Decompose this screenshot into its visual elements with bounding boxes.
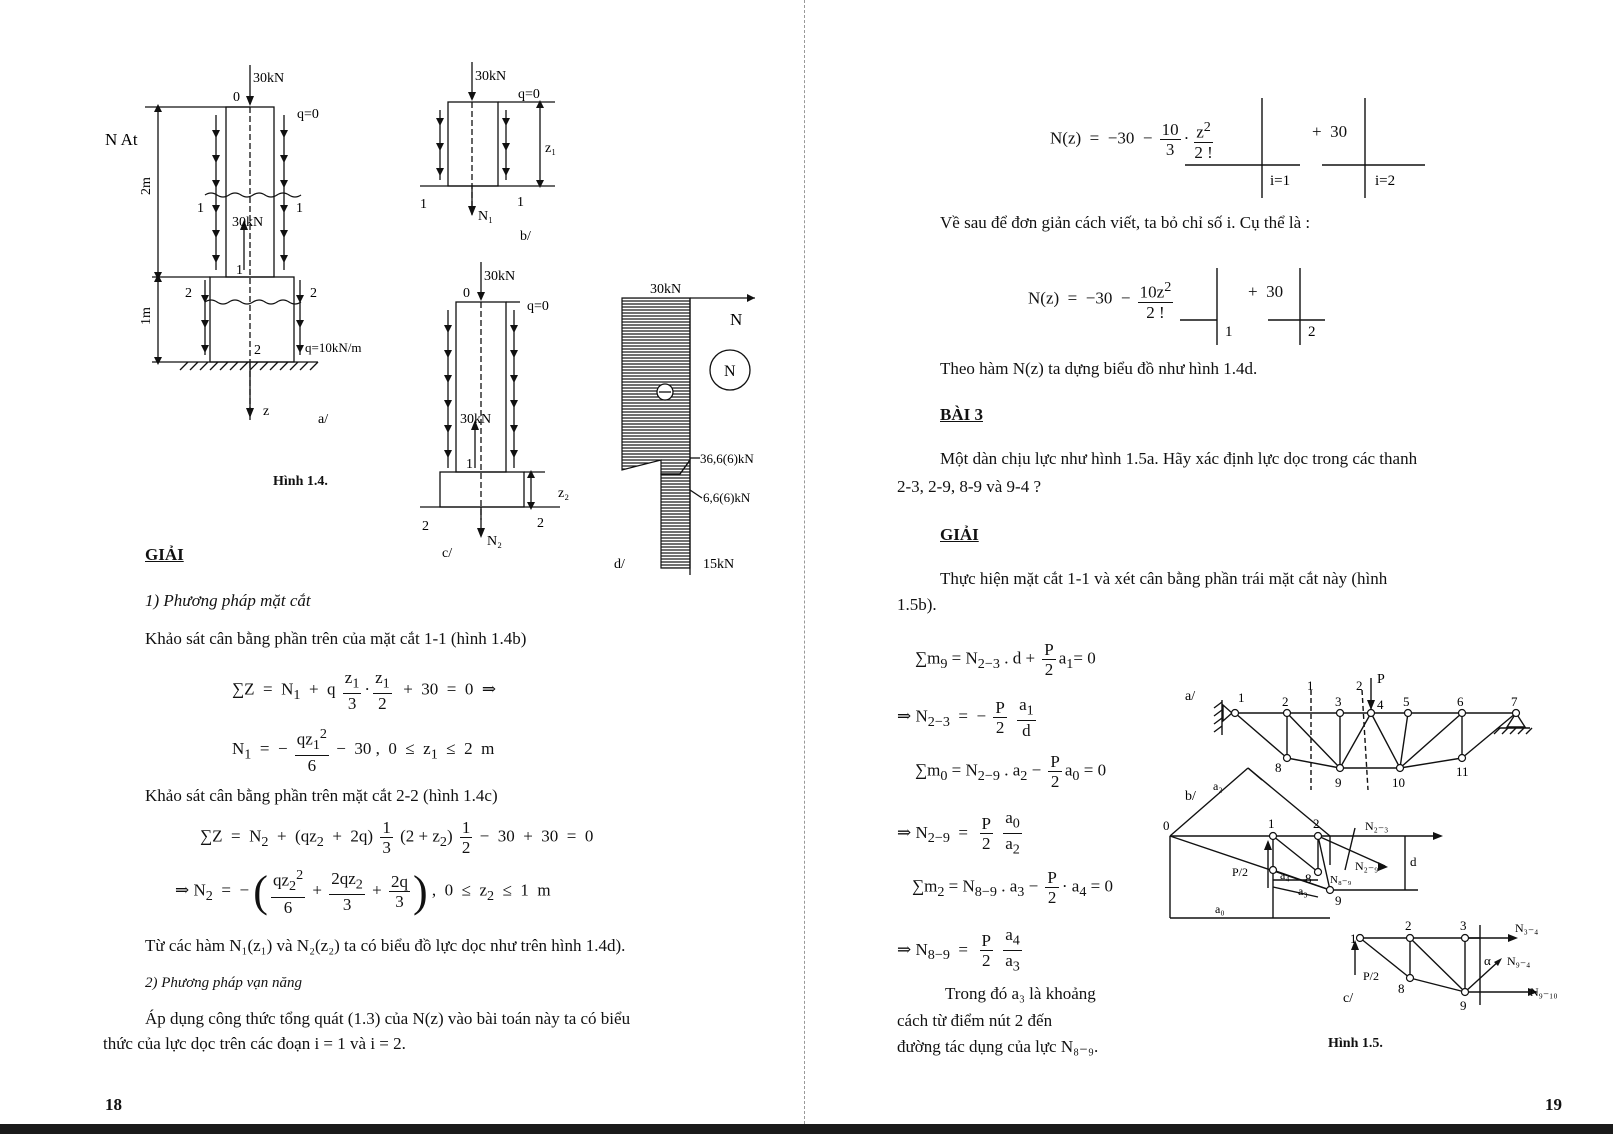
equation-n23: ⇒ $N_{2-3}$ = − $\frac{P}{2}$ $\frac{a_1}{d}$ <box>897 695 1034 741</box>
subfigure-tag: d/ <box>614 557 625 572</box>
index-label: 2 <box>1308 324 1316 340</box>
z-label: z₂ <box>558 486 570 501</box>
node-label: 8 <box>1305 871 1312 886</box>
node-label: 4 <box>1377 697 1384 712</box>
paragraph: Về sau để đơn giản cách viết, ta bỏ chỉ số i. Cụ thể là : <box>940 213 1311 232</box>
z-label: z₁ <box>545 141 557 156</box>
cut-label: 2 <box>537 516 544 531</box>
subfigure-tag: c/ <box>442 546 453 561</box>
dim-label: a₄ <box>1280 868 1290 882</box>
paragraph: thức của lực dọc trên các đoạn i = 1 và i = 2. <box>103 1034 406 1053</box>
equation-nz: N(z) = −30 − $\frac{10z^2}{2 !}$ <box>1028 279 1172 322</box>
paragraph: Một dàn chịu lực như hình 1.5a. Hãy xác định lực dọc trong các thanh <box>940 449 1418 468</box>
paragraph: 1.5b). <box>897 595 937 614</box>
equation-m2: $\sum m_2 = N_{8-9}$ . $a_3$ − $\frac{P}{2}$ · $a_4 = 0$ <box>912 868 1114 907</box>
cut-label: 1 <box>1307 678 1314 693</box>
section-label: 2 <box>310 286 317 301</box>
node-label: 3 <box>1335 694 1342 709</box>
section-heading: BÀI 3 <box>940 405 983 424</box>
equation-n29: ⇒ $N_{2-9}$ = $\frac{P}{2}$ $\frac{a_0}{a_2}$ <box>897 808 1020 858</box>
force-label: N₂ <box>487 534 502 549</box>
cut-label: 2 <box>1356 678 1363 693</box>
node-label: 8 <box>1398 981 1405 996</box>
force-label: P/2 <box>1232 865 1249 879</box>
node-label: 9 <box>1335 893 1342 908</box>
dim-label: d <box>1410 854 1417 869</box>
node-label: 6 <box>1457 694 1464 709</box>
section-heading: GIẢI <box>940 525 979 544</box>
figure-caption: Hình 1.4. <box>273 474 328 489</box>
force-label: 30kN <box>460 412 492 427</box>
dim-label: a₀ <box>1215 902 1225 916</box>
method-heading: 1) Phương pháp mặt cắt <box>145 591 311 610</box>
method-heading: 2) Phương pháp vạn năng <box>145 975 303 991</box>
axis-label: z <box>263 404 270 419</box>
value-label: 15kN <box>703 557 735 572</box>
cut-label: 2 <box>422 519 429 534</box>
section-label: 1 <box>296 201 303 216</box>
node-label: 5 <box>1403 694 1410 709</box>
node-label: 8 <box>1275 760 1282 775</box>
axial-label: N At <box>105 130 138 149</box>
load-label: 30kN <box>475 69 507 84</box>
node-label: 9 <box>1460 998 1467 1013</box>
node-label: 0 <box>463 286 470 301</box>
paragraph: đường tác dụng của lực N₈₋₉. <box>897 1037 1099 1056</box>
force-label: N₃₋₄ <box>1515 921 1539 935</box>
paragraph: Theo hàm N(z) ta dựng biểu đồ như hình 1.4d. <box>940 359 1258 378</box>
node-label: 1 <box>236 263 243 278</box>
node-label: 2 <box>1282 694 1289 709</box>
index-label: 1 <box>1225 324 1233 340</box>
force-label: P/2 <box>1363 969 1380 983</box>
paragraph: cách từ điểm nút 2 đến <box>897 1011 1053 1030</box>
paragraph: Áp dụng công thức tổng quát (1.3) của N(z) vào bài toán này ta có biểu <box>145 1009 631 1028</box>
figure-caption: Hình 1.5. <box>1328 1036 1383 1051</box>
index-label: i=1 <box>1270 173 1291 189</box>
axis-label: N <box>730 310 743 329</box>
equation-term: + 30 <box>1248 282 1284 301</box>
q-label: q=0 <box>527 299 549 314</box>
subfigure-tag: b/ <box>520 229 531 244</box>
subfigure-tag: b/ <box>1185 789 1196 804</box>
q-label: q=0 <box>518 87 540 102</box>
q-label: q=0 <box>297 107 319 122</box>
dim-label: a₃ <box>1298 884 1308 898</box>
page-number: 19 <box>1545 1095 1562 1114</box>
section-label: 1 <box>197 201 204 216</box>
force-label: N₁ <box>478 209 493 224</box>
node-label: 10 <box>1392 775 1405 790</box>
paragraph: Khảo sát cân bằng phần trên mặt cắt 2-2 (hình 1.4c) <box>145 786 498 805</box>
equation-m9: $\sum m_9 = N_{2-3}$ . d + $\frac{P}{2}$ $a_1= 0$ <box>915 640 1096 679</box>
force-label: N₂₋₉ <box>1355 859 1379 873</box>
paragraph: Trong đó a₃ là khoảng <box>945 984 1096 1003</box>
force-label: N₉₋₄ <box>1507 954 1531 968</box>
load-label: 30kN <box>484 269 516 284</box>
node-label: 7 <box>1511 694 1518 709</box>
node-label: 1 <box>1238 690 1245 705</box>
page-number: 18 <box>105 1095 122 1114</box>
dim-label: a₂ <box>1213 779 1223 793</box>
subfigure-tag: a/ <box>1185 689 1196 704</box>
angle-label: α <box>1484 953 1491 968</box>
value-label: 6,6(6)kN <box>703 490 751 505</box>
force-label: N₉₋₁₀ <box>1530 985 1558 999</box>
equation-n89: ⇒ $N_{8-9}$ = $\frac{P}{2}$ $\frac{a_4}{a_3}$ <box>897 925 1020 975</box>
equation-m0: $\sum m_0 = N_{2-9}$ . $a_2$ − $\frac{P}{2}$ $a_0 = 0$ <box>915 752 1107 791</box>
cut-label: 1 <box>517 195 524 210</box>
node-label: 0 <box>233 90 240 105</box>
cut-label: 1 <box>420 197 427 212</box>
subfigure-tag: a/ <box>318 412 329 427</box>
q-label: q=10kN/m <box>305 340 362 355</box>
section-heading: GIẢI <box>145 545 184 564</box>
index-label: i=2 <box>1375 173 1396 189</box>
force-label: 30kN <box>232 215 264 230</box>
load-label: 30kN <box>253 71 285 86</box>
equation-sum-z1: $\sum Z = N_1 + q$ $\frac{z_1}{3}$ · $\frac{z_1}{2}$ + 30 = 0 ⇒ <box>232 668 497 714</box>
dim-label: 2m <box>139 177 154 195</box>
node-label: 2 <box>1405 918 1412 933</box>
paragraph: Thực hiện mặt cắt 1-1 và xét cân bằng phần trái mặt cắt này (hình <box>940 569 1388 588</box>
equation-n2: ⇒ $N_2$ = − ( $\frac{qz_2^2}{6}$ + $\frac{2qz_2}{3}$ + $\frac{2q}{3}$ ) , $0 \le z_2 \le 1$ m <box>175 867 551 917</box>
value-label: 36,6(6)kN <box>700 451 754 466</box>
node-label: 3 <box>1460 918 1467 933</box>
equation-sum-z2: $\sum Z = N_2 + (qz_2 + 2q)$ $\frac{1}{3}$ $(2 + z_2)$ $\frac{1}{2}$ − 30 + 30 = 0 <box>200 818 594 857</box>
value-label: 30kN <box>650 282 682 297</box>
section-label: 2 <box>185 286 192 301</box>
node-label: 0 <box>1163 818 1170 833</box>
node-label: 2 <box>1313 816 1320 831</box>
paragraph: Khảo sát cân bằng phần trên của mặt cắt 1-1 (hình 1.4b) <box>145 629 527 648</box>
subfigure-tag: c/ <box>1343 991 1354 1006</box>
paragraph: Từ các hàm N₁(z₁) và N₂(z₂) ta có biểu đồ lực dọc như trên hình 1.4d). <box>145 936 626 955</box>
node-label: 9 <box>1335 775 1342 790</box>
paragraph: 2-3, 2-9, 8-9 và 9-4 ? <box>897 477 1041 496</box>
node-label: 2 <box>254 343 261 358</box>
dim-label: 1m <box>139 307 154 325</box>
node-label: 1 <box>1350 931 1357 946</box>
node-label: 1 <box>1268 816 1275 831</box>
sign-label: N <box>724 363 736 380</box>
force-label: N₂₋₃ <box>1365 819 1389 833</box>
load-label: P <box>1377 672 1385 687</box>
force-label: N₈₋₉ <box>1330 874 1352 886</box>
equation-term: + 30 <box>1312 122 1348 141</box>
node-label: 11 <box>1456 764 1469 779</box>
equation-n1: $N_1$ = − $\frac{qz_1^2}{6}$ − 30 , $0 \le z_1 \le 2$ m <box>232 726 495 776</box>
node-label: 1 <box>466 457 473 472</box>
equation-nz-indexed: N(z) = −30 − $\frac{10}{3}$ · $\frac{z^2}{2 !}$ <box>1050 119 1213 162</box>
